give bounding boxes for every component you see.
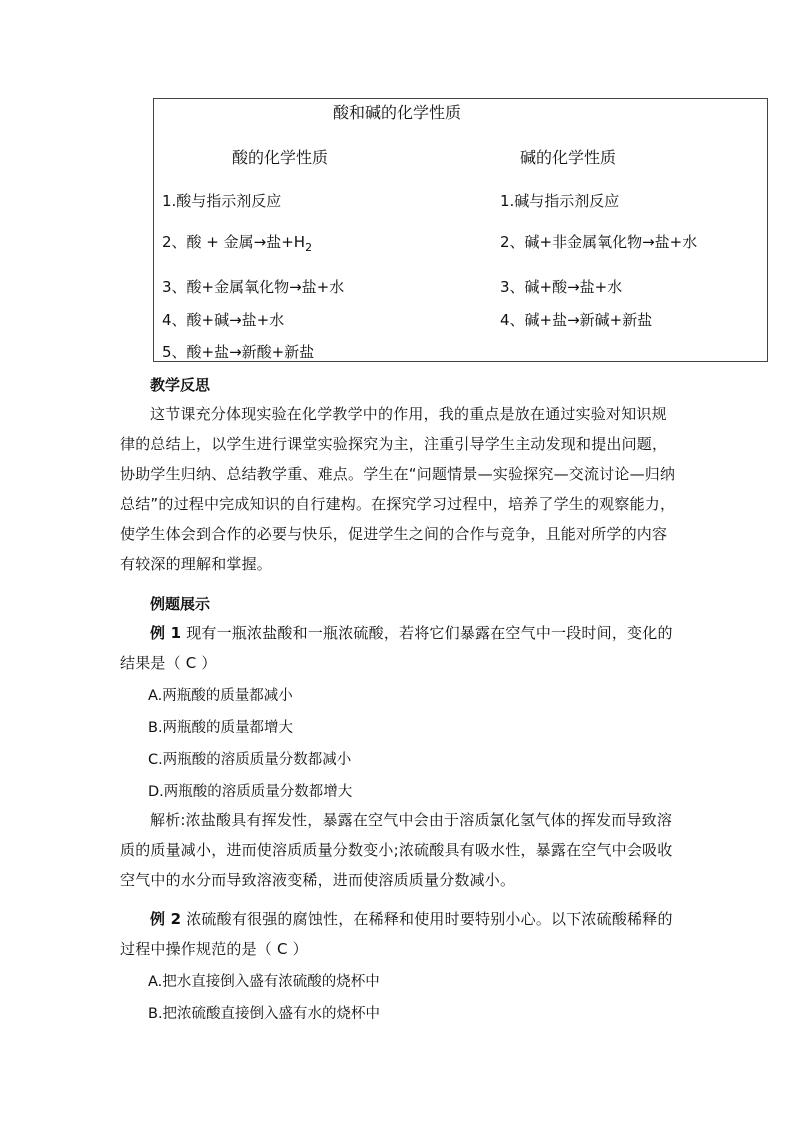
- example-1-option-b: B.两瓶酸的质量都增大: [148, 720, 294, 736]
- base-property-1: 1.碱与指示剂反应: [500, 192, 620, 210]
- example-1-label: 例 1: [150, 624, 182, 642]
- base-property-2: 2、碱+非金属氧化物→盐+水: [500, 233, 698, 251]
- acid-property-2: 2、酸 + 金属→盐$+H_2$: [162, 233, 313, 254]
- acid-property-3: 3、酸+金属氧化物→盐+水: [162, 278, 345, 296]
- acid-property-4: 4、酸+碱→盐+水: [162, 311, 285, 329]
- example-1-option-d: D.两瓶酸的溶质质量分数都增大: [148, 784, 353, 800]
- example-2-question: 例 2 浓硫酸有很强的腐蚀性，在稀释和使用时要特别小心。以下浓硫酸稀释的过程中操作规范的是（ C ）: [120, 910, 673, 958]
- example-2-option-b: B.把浓硫酸直接倒入盛有水的烧杯中: [148, 1006, 381, 1022]
- examples-heading: 例题展示: [150, 595, 211, 613]
- example-2-label: 例 2: [150, 910, 182, 928]
- table-title: 酸和碱的化学性质: [332, 103, 461, 122]
- base-heading: 碱的化学性质: [520, 148, 617, 167]
- acid-property-1: 1.酸与指示剂反应: [162, 192, 282, 210]
- acid-heading: 酸的化学性质: [232, 148, 329, 167]
- acid-property-5: 5、酸+盐→新酸+新盐: [162, 343, 315, 361]
- example-1-option-a: A.两瓶酸的质量都减小: [148, 688, 293, 704]
- example-1-analysis: 解析:浓盐酸具有挥发性，暴露在空气中会由于溶质氯化氢气体的挥发而导致溶质的质量减小，进而使溶质质量分数变小;浓硫酸具有吸水性，暴露在空气中会吸收空气中的水分而导致溶液变稀，进而使溶质质量分数减小。: [120, 811, 673, 889]
- example-1-question: 例 1 现有一瓶浓盐酸和一瓶浓硫酸，若将它们暴露在空气中一段时间，变化的结果是（ C ）: [120, 624, 673, 672]
- reflection-heading: 教学反思: [150, 376, 211, 394]
- base-property-4: 4、碱+盐→新碱+新盐: [500, 311, 653, 329]
- example-1-option-c: C.两瓶酸的溶质质量分数都减小: [148, 752, 352, 768]
- example-2-option-a: A.把水直接倒入盛有浓硫酸的烧杯中: [148, 974, 380, 990]
- reflection-paragraph: 这节课充分体现实验在化学教学中的作用，我的重点是放在通过实验对知识规律的总结上，以学生进行课堂实验探究为主，注重引导学生主动发现和提出问题，协助学生归纳、总结教学重、难点。学生在“问题情景—实验探究—交流讨论—归纳总结”的过程中完成知识的自行建构。在探究学习过程中，培养了学生的观察能力，使学生体会到合作的必要与快乐，促进学生之间的合作与竞争，且能对所学的内容有较深的理解和掌握。: [120, 405, 676, 573]
- base-property-3: 3、碱+酸→盐+水: [500, 278, 623, 296]
